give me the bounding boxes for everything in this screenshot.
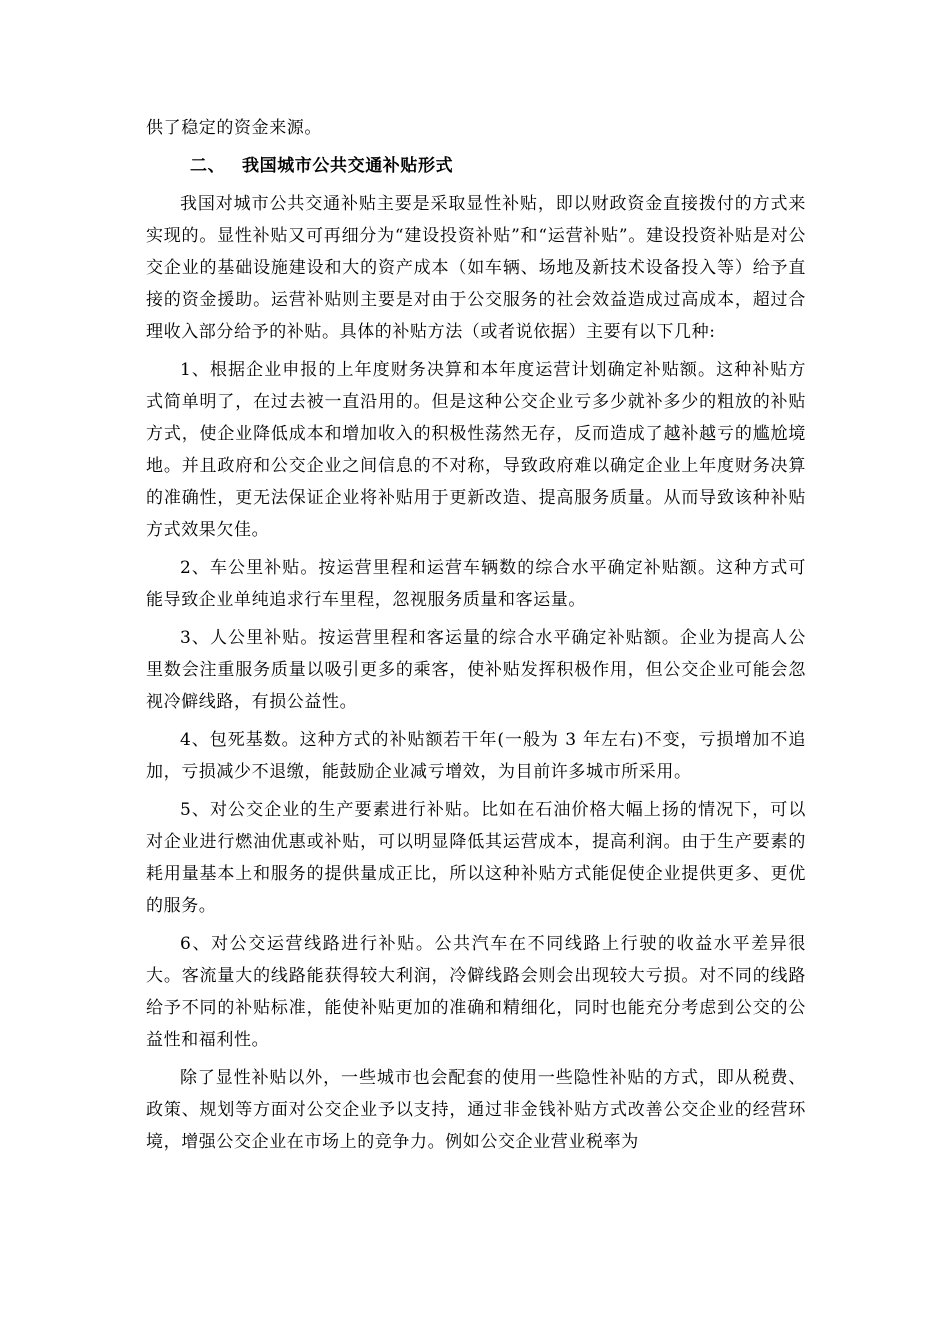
paragraph-method-5: 5、对公交企业的生产要素进行补贴。比如在石油价格大幅上扬的情况下，可以对企业进行燃油优惠或补贴，可以明显降低其运营成本，提高利润。由于生产要素的耗用量基本上和服务的提供量成正比，所以这种补贴方式能促使企业提供更多、更优的服务。	[146, 800, 806, 916]
paragraph-method-3: 3、人公里补贴。按运营里程和客运量的综合水平确定补贴额。企业为提高人公里数会注重服务质量以吸引更多的乘客，使补贴发挥积极作用，但公交企业可能会忽视冷僻线路，有损公益性。	[146, 628, 806, 712]
paragraph-implicit-subsidy: 除了显性补贴以外，一些城市也会配套的使用一些隐性补贴的方式，即从税费、政策、规划等方面对公交企业予以支持，通过非金钱补贴方式改善公交企业的经营环境，增强公交企业在市场上的竞争力。例如公交企业营业税率为	[146, 1068, 806, 1152]
paragraph-method-4: 4、包死基数。这种方式的补贴额若干年(一般为 3 年左右)不变，亏损增加不追加，亏损减少不退缴，能鼓励企业减亏增效，为目前许多城市所采用。	[146, 730, 806, 782]
paragraph-method-1: 1、根据企业申报的上年度财务决算和本年度运营计划确定补贴额。这种补贴方式简单明了，在过去被一直沿用的。但是这种公交企业亏多少就补多少的粗放的补贴方式，使企业降低成本和增加收入的积极性荡然无存，反而造成了越补越亏的尴尬境地。并且政府和公交企业之间信息的不对称，导致政府难以确定企业上年度财务决算的准确性，更无法保证企业将补贴用于更新改造、提高服务质量。从而导致该种补贴方式效果欠佳。	[146, 360, 806, 540]
document-body	[146, 112, 806, 1164]
section-number: 二、	[190, 156, 226, 176]
paragraph-method-2: 2、车公里补贴。按运营里程和运营车辆数的综合水平确定补贴额。这种方式可能导致企业单纯追求行车里程，忽视服务质量和客运量。	[146, 558, 806, 610]
continuation-text: 供了稳定的资金来源。	[146, 118, 322, 138]
section-heading	[146, 150, 806, 182]
section-title: 我国城市公共交通补贴形式	[242, 156, 454, 176]
paragraph-intro: 我国对城市公共交通补贴主要是采取显性补贴，即以财政资金直接拨付的方式来实现的。显性补贴又可再细分为“建设投资补贴”和“运营补贴”。建设投资补贴是对公交企业的基础设施建设和大的资产成本（如车辆、场地及新技术设备投入等）给予直接的资金援助。运营补贴则主要是对由于公交服务的社会效益造成过高成本，超过合理收入部分给予的补贴。具体的补贴方法（或者说依据）主要有以下几种:	[146, 194, 806, 342]
paragraph-method-6: 6、对公交运营线路进行补贴。公共汽车在不同线路上行驶的收益水平差异很大。客流量大的线路能获得较大利润，冷僻线路会则会出现较大亏损。对不同的线路给予不同的补贴标准，能使补贴更加的准确和精细化，同时也能充分考虑到公交的公益性和福利性。	[146, 934, 806, 1050]
